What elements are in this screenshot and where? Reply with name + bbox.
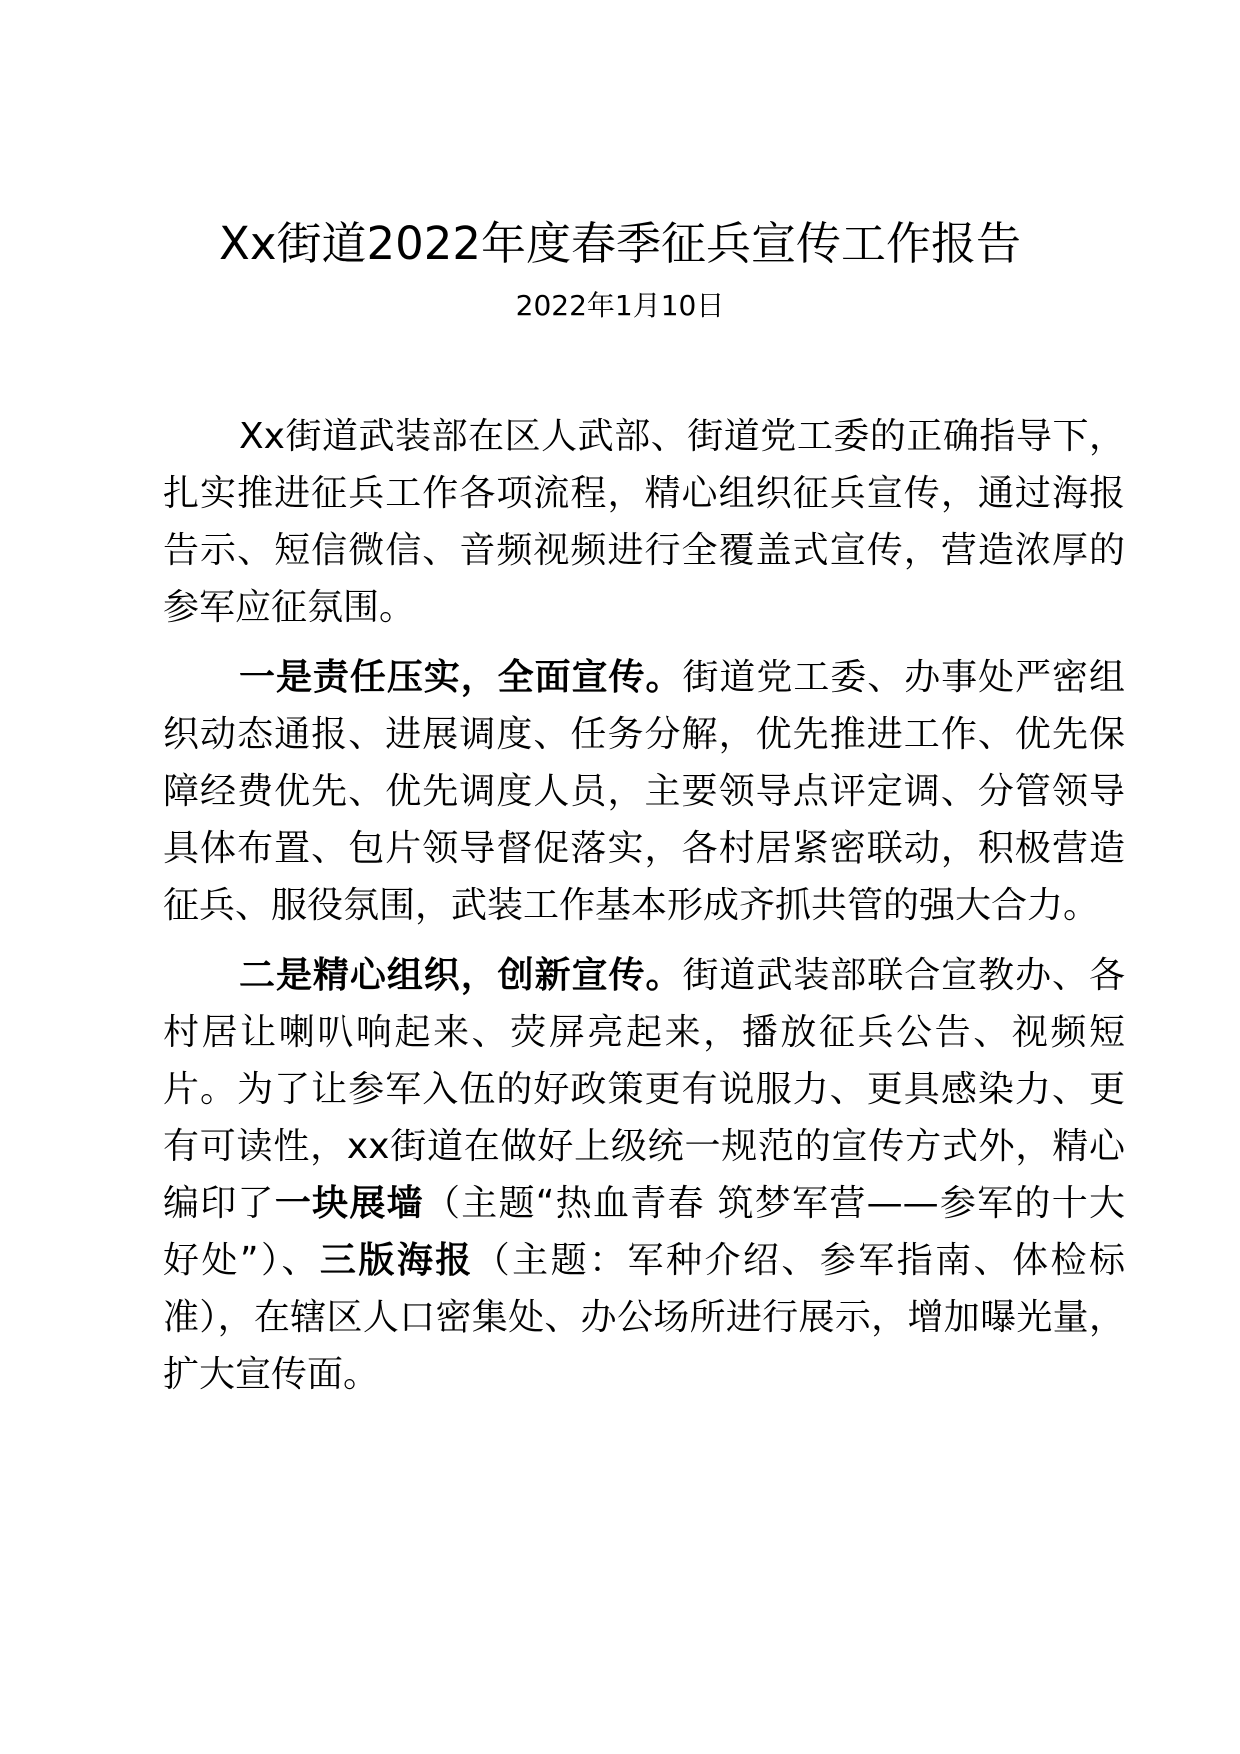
intro-paragraph <box>163 408 1125 636</box>
paragraph-heading: 一是责任压实，全面宣传。 <box>239 657 683 698</box>
paragraph-text: （主题“热血青春 筑梦军营——参军的十大好处”）、 <box>163 1183 1125 1281</box>
document-body <box>163 408 1125 1416</box>
document-title: Xx街道2022年度春季征兵宣传工作报告 <box>219 217 1021 270</box>
document-date: 2022年1月10日 <box>515 289 725 322</box>
paragraph-innovation <box>163 947 1125 1403</box>
paragraph-text: 街道党工委、办事处严密组织动态通报、进展调度、任务分解，优先推进工作、优先保障经费优先、优先调度人员，主要领导点评定调、分管领导具体布置、包片领导督促落实，各村居紧密联动，积极营造征兵、服役氛围，武装工作基本形成齐抓共管的强大合力。 <box>163 657 1125 926</box>
paragraph-text: （主题：军种介绍、参军指南、体检标准），在辖区人口密集处、办公场所进行展示，增加曝光量，扩大宣传面。 <box>163 1240 1125 1395</box>
highlight-display-wall: 一块展墙 <box>274 1183 424 1224</box>
paragraph-text: 街道武装部联合宣教办、各村居让喇叭响起来、荧屏亮起来，播放征兵公告、视频短片。为了让参军入伍的好政策更有说服力、更具感染力、更有可读性，xx街道在做好上级统一规范的宣传方式外，精心编印了 <box>163 955 1125 1224</box>
highlight-posters: 三版海报 <box>319 1240 474 1281</box>
intro-text: Xx街道武装部在区人武部、街道党工委的正确指导下，扎实推进征兵工作各项流程，精心组织征兵宣传，通过海报告示、短信微信、音频视频进行全覆盖式宣传，营造浓厚的参军应征氛围。 <box>163 416 1125 628</box>
paragraph-responsibility <box>163 649 1125 934</box>
paragraph-heading: 二是精心组织，创新宣传。 <box>239 955 683 996</box>
